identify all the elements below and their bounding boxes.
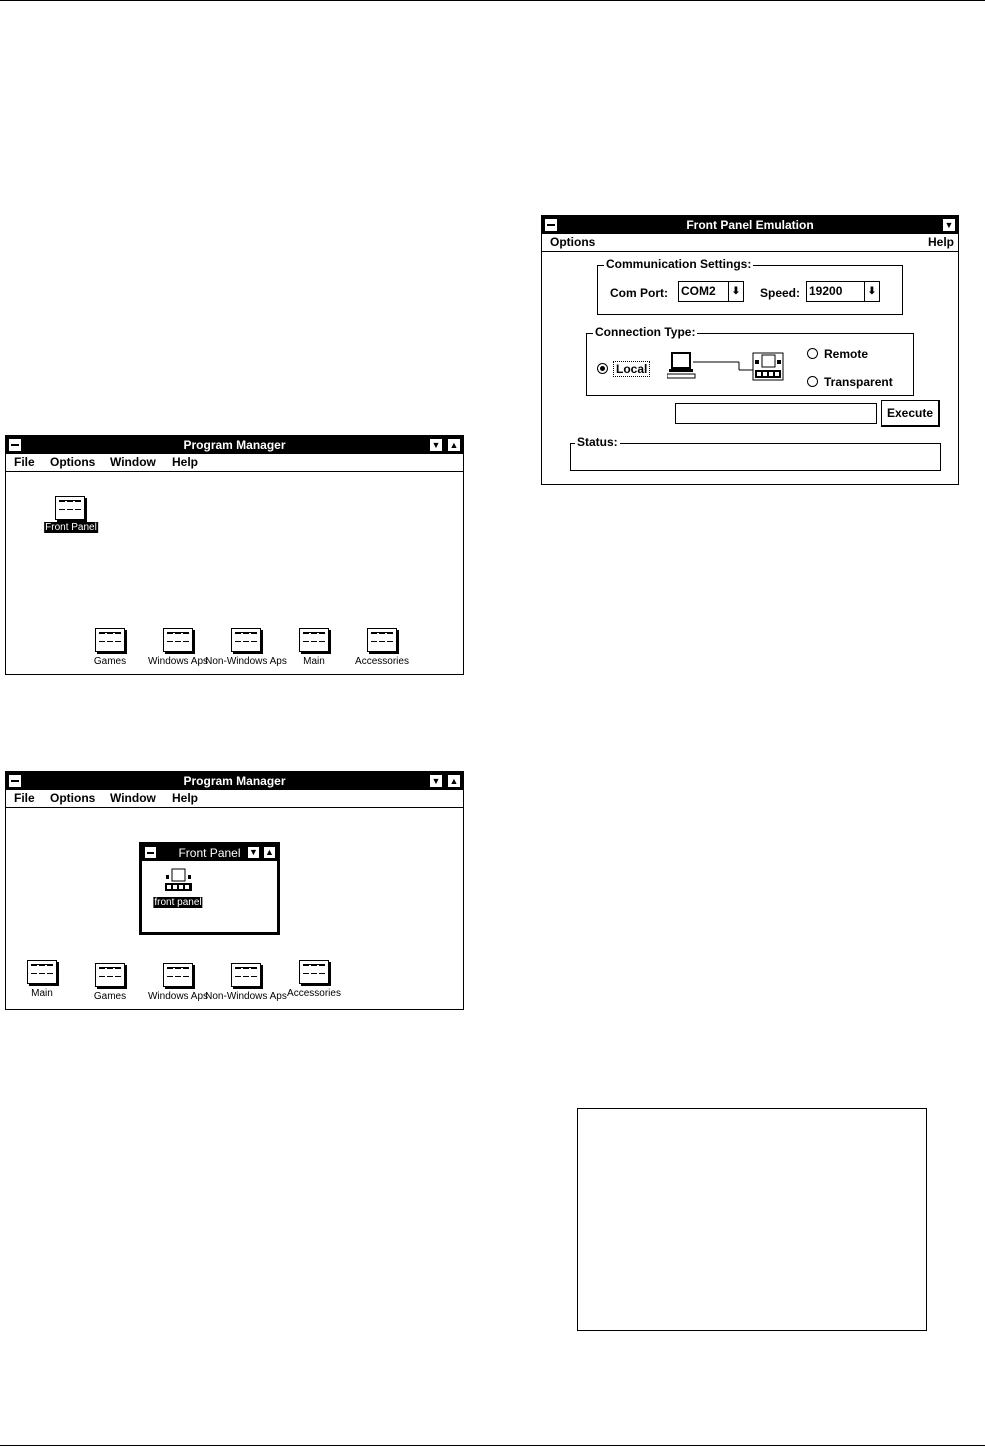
connection-type-label: Connection Type:: [595, 325, 696, 339]
top-rule: [0, 0, 985, 1]
menu-options[interactable]: Options: [50, 791, 96, 805]
communication-settings-group: [597, 257, 903, 315]
front-panel-program-label[interactable]: front panel: [154, 897, 202, 908]
front-panel-group-icon[interactable]: [55, 496, 85, 520]
program-manager-window: [5, 771, 464, 1010]
maximize-icon[interactable]: ▲: [447, 774, 461, 788]
maximize-icon[interactable]: ▲: [263, 846, 276, 859]
system-menu-icon[interactable]: [144, 846, 157, 859]
accessories-label[interactable]: Accessories: [287, 988, 341, 999]
games-label[interactable]: Games: [93, 991, 127, 1002]
menu-help[interactable]: Help: [927, 235, 954, 249]
minimize-icon[interactable]: ▼: [942, 218, 956, 232]
front-panel-group-window[interactable]: [139, 842, 280, 935]
com-port-value: COM2: [681, 284, 716, 298]
games-group-icon[interactable]: [95, 963, 125, 987]
menu-window[interactable]: Window: [110, 791, 156, 805]
menu-options[interactable]: Options: [550, 235, 596, 249]
windows-aps-label[interactable]: Windows Aps: [147, 991, 209, 1002]
child-title-bar: [142, 845, 277, 861]
minimize-icon[interactable]: ▼: [429, 774, 443, 788]
maximize-icon[interactable]: ▲: [447, 438, 461, 452]
games-group-icon[interactable]: [95, 628, 125, 652]
non-windows-aps-label[interactable]: Non-Windows Aps: [205, 656, 287, 667]
transparent-label[interactable]: Transparent: [824, 375, 893, 389]
system-menu-icon[interactable]: [544, 218, 558, 232]
minimize-icon[interactable]: ▼: [429, 438, 443, 452]
system-menu-icon[interactable]: [8, 774, 22, 788]
non-windows-aps-label[interactable]: Non-Windows Aps: [205, 991, 287, 1002]
menu-help[interactable]: Help: [172, 455, 199, 469]
window-title: Front Panel Emulation: [686, 218, 814, 232]
system-menu-icon[interactable]: [8, 438, 22, 452]
local-connection-diagram-icon: [667, 350, 792, 382]
minimize-icon[interactable]: ▼: [247, 846, 260, 859]
accessories-group-icon[interactable]: [299, 960, 329, 984]
status-group: [570, 435, 941, 471]
front-panel-emulation-window: [541, 215, 959, 485]
execute-button[interactable]: Execute: [881, 400, 940, 427]
menu-bar: [542, 234, 958, 252]
title-bar: [542, 216, 958, 234]
bottom-rule: [0, 1445, 985, 1446]
title-bar: [6, 436, 463, 454]
front-panel-icon-label[interactable]: Front Panel: [45, 522, 97, 533]
window-title: Program Manager: [183, 438, 286, 452]
empty-frame: [577, 1108, 927, 1331]
games-label[interactable]: Games: [93, 656, 127, 667]
local-label[interactable]: Local: [613, 361, 650, 377]
connection-type-group: [586, 325, 914, 396]
front-panel-program-icon[interactable]: [164, 868, 194, 892]
command-input[interactable]: [675, 403, 877, 424]
main-label[interactable]: Main: [303, 656, 325, 667]
accessories-group-icon[interactable]: [367, 628, 397, 652]
dropdown-arrow-icon[interactable]: ⬇: [728, 282, 743, 301]
com-port-select[interactable]: [678, 281, 744, 302]
remote-radio[interactable]: [807, 348, 818, 359]
speed-value: 19200: [809, 284, 843, 298]
accessories-label[interactable]: Accessories: [355, 656, 409, 667]
menu-file[interactable]: File: [14, 455, 35, 469]
title-bar: [6, 772, 463, 790]
non-windows-aps-group-icon[interactable]: [231, 963, 261, 987]
menu-window[interactable]: Window: [110, 455, 156, 469]
local-radio[interactable]: [597, 363, 608, 374]
speed-select[interactable]: [806, 281, 880, 302]
speed-label: Speed:: [760, 286, 801, 300]
child-window-title: Front Panel: [178, 846, 241, 860]
windows-aps-group-icon[interactable]: [163, 628, 193, 652]
windows-aps-group-icon[interactable]: [163, 963, 193, 987]
com-port-label: Com Port:: [610, 286, 668, 300]
communication-settings-label: Communication Settings:: [606, 257, 752, 271]
status-label: Status:: [577, 435, 618, 449]
non-windows-aps-group-icon[interactable]: [231, 628, 261, 652]
transparent-radio[interactable]: [807, 376, 818, 387]
main-group-icon[interactable]: [299, 628, 329, 652]
main-group-icon[interactable]: [27, 960, 57, 984]
menu-file[interactable]: File: [14, 791, 35, 805]
program-manager-window: [5, 435, 464, 675]
menu-bar: [6, 790, 463, 808]
menu-help[interactable]: Help: [172, 791, 199, 805]
main-label[interactable]: Main: [31, 988, 53, 999]
window-title: Program Manager: [183, 774, 286, 788]
windows-aps-label[interactable]: Windows Aps: [147, 656, 209, 667]
menu-options[interactable]: Options: [50, 455, 96, 469]
remote-label[interactable]: Remote: [824, 347, 869, 361]
menu-bar: [6, 454, 463, 472]
dropdown-arrow-icon[interactable]: ⬇: [864, 282, 879, 301]
